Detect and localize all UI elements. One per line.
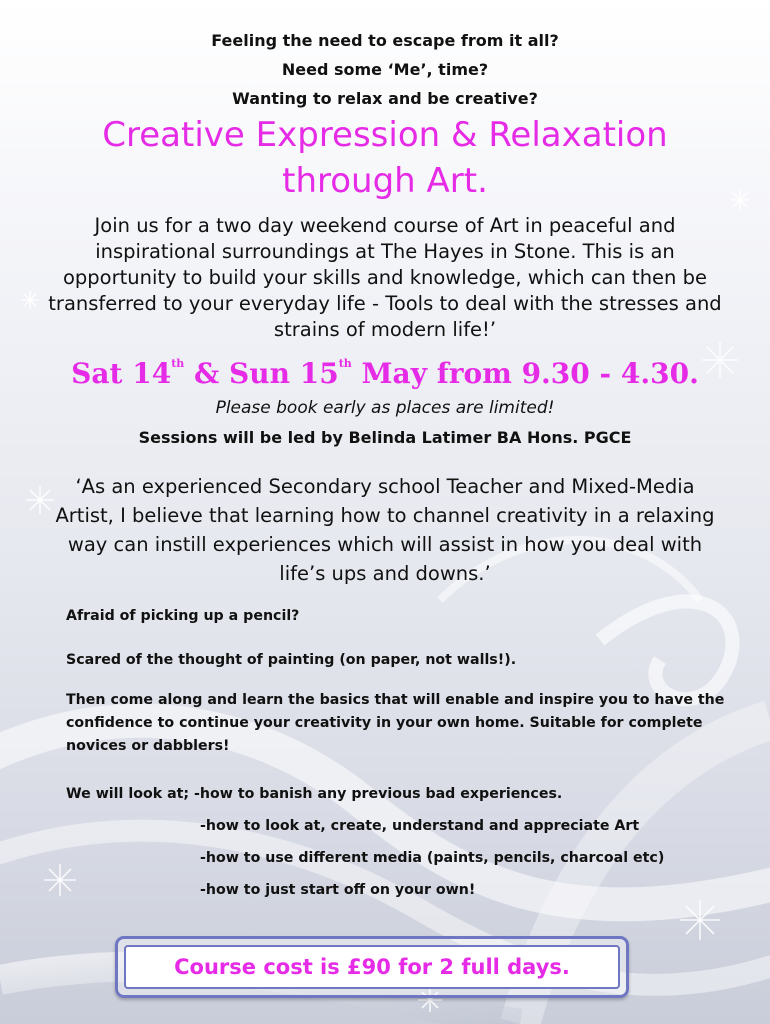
- intro-paragraph: Join us for a two day weekend course of Art in peaceful and inspirational surroundings at The Hayes in Stone. This is an opportunity to build your skills and knowledge, which can then be transferred to your everyday life - Tools to deal with the stresses and strains of modern life!’: [48, 214, 722, 341]
- course-cost: Course cost is £90 for 2 full days.: [124, 945, 620, 989]
- page-title: [0, 112, 770, 204]
- tagline-relax: Wanting to relax and be creative?: [232, 89, 538, 108]
- tagline-me-time: Need some ‘Me’, time?: [281, 60, 489, 79]
- question-pencil: Afraid of picking up a pencil?: [66, 608, 300, 624]
- title-line-2: through Art.: [282, 161, 488, 201]
- teacher-quote: ‘As an experienced Secondary school Teacher and Mixed-Media Artist, I believe that learning how to channel creativity in a relaxing way can instill experiences which will assist in how you deal with life’s ups and downs.’: [55, 475, 715, 585]
- dates-time: May from 9.30 - 4.30.: [351, 357, 699, 390]
- course-dates: [0, 344, 770, 394]
- look-at-list: [66, 778, 746, 906]
- look-at-item-4: -how to just start off on your own!: [200, 882, 476, 898]
- tagline-escape: Feeling the need to escape from it all?: [211, 31, 559, 50]
- course-cost-box: [115, 936, 629, 998]
- session-leader: Sessions will be led by Belinda Latimer BA Hons. PGCE: [138, 428, 632, 447]
- look-at-lead: We will look at;: [66, 786, 195, 802]
- dates-sat-suffix: th: [171, 357, 185, 370]
- dates-sun: & Sun 15: [184, 357, 339, 390]
- dates-sat: Sat 14: [71, 357, 172, 390]
- title-line-1: Creative Expression & Relaxation: [102, 115, 668, 155]
- dates-sun-suffix: th: [338, 357, 352, 370]
- look-at-item-2: -how to look at, create, understand and appreciate Art: [200, 818, 640, 834]
- look-at-item-1: -how to banish any previous bad experiences.: [194, 786, 563, 802]
- booking-note: Please book early as places are limited!: [215, 398, 555, 418]
- question-painting: Scared of the thought of painting (on paper, not walls!).: [66, 652, 517, 668]
- taglines: [0, 26, 770, 113]
- list-item: [66, 778, 746, 810]
- look-at-item-3: -how to use different media (paints, pencils, charcoal etc): [200, 850, 665, 866]
- invite-paragraph: Then come along and learn the basics that will enable and inspire you to have the confidence to continue your creativity in your own home. Suitable for complete novices or dabblers!: [66, 692, 725, 754]
